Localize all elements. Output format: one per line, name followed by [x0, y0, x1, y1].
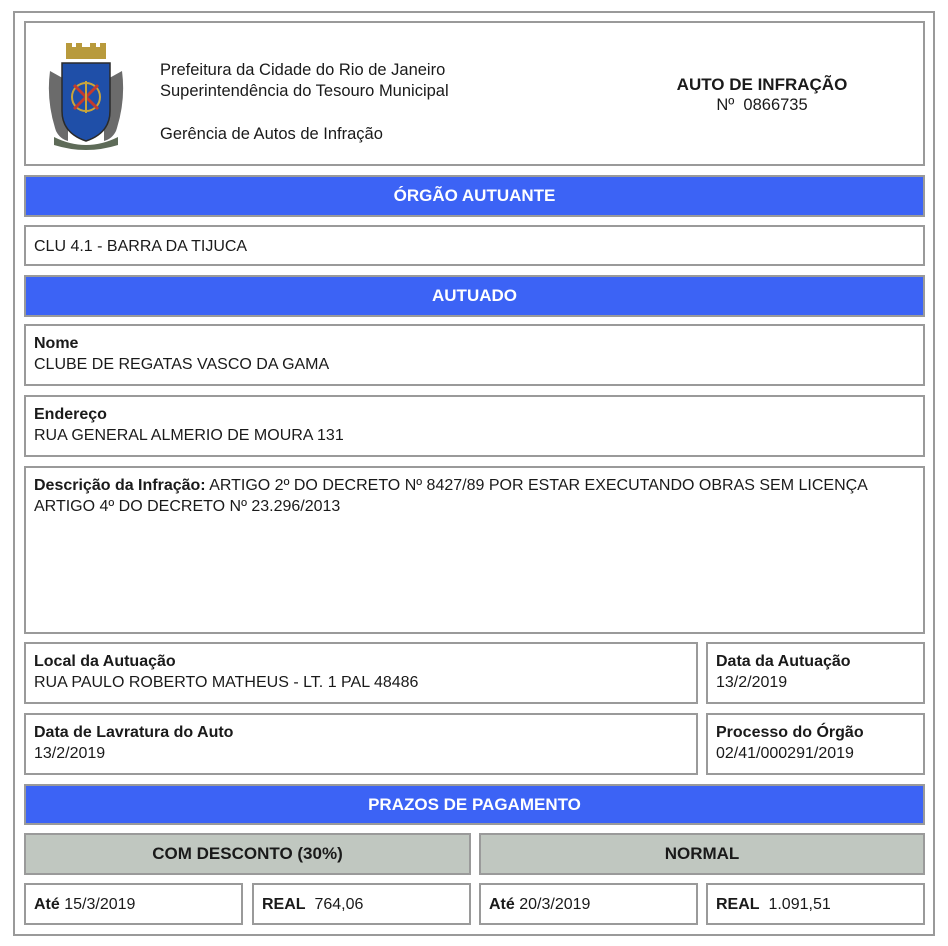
normal-ate-label: Até — [489, 896, 515, 913]
orgao-heading: ÓRGÃO AUTUANTE — [24, 175, 925, 217]
desconto-date: 15/3/2019 — [59, 896, 136, 913]
descricao-label: Descrição da Infração: — [34, 477, 206, 494]
data-autuacao-label: Data da Autuação — [716, 653, 851, 670]
coat-of-arms-icon — [46, 41, 126, 151]
lavratura-label: Data de Lavratura do Auto — [34, 724, 234, 741]
processo-box — [706, 713, 925, 775]
local-value: RUA PAULO ROBERTO MATHEUS - LT. 1 PAL 48486 — [34, 674, 419, 691]
desconto-value-box — [252, 883, 471, 925]
header-line-2: Superintendência do Tesouro Municipal — [160, 82, 449, 100]
header-line-1: Prefeitura da Cidade do Rio de Janeiro — [160, 61, 446, 79]
normal-heading: NORMAL — [479, 833, 925, 875]
normal-date: 20/3/2019 — [514, 896, 591, 913]
desconto-heading: COM DESCONTO (30%) — [24, 833, 471, 875]
prazos-heading: PRAZOS DE PAGAMENTO — [24, 784, 925, 825]
endereco-box — [24, 395, 925, 457]
nome-box — [24, 324, 925, 386]
normal-value: 1.091,51 — [759, 896, 831, 913]
auto-title: AUTO DE INFRAÇÃO — [676, 75, 848, 94]
normal-value-box — [706, 883, 925, 925]
lavratura-box — [24, 713, 698, 775]
nome-value: CLUBE DE REGATAS VASCO DA GAMA — [34, 356, 330, 373]
orgao-value: CLU 4.1 - BARRA DA TIJUCA — [24, 225, 925, 266]
descricao-box — [24, 466, 925, 634]
normal-date-box — [479, 883, 698, 925]
normal-real-label: REAL — [716, 896, 760, 913]
data-autuacao-value: 13/2/2019 — [716, 674, 788, 691]
desconto-value: 764,06 — [305, 896, 364, 913]
data-autuacao-box — [706, 642, 925, 704]
autuado-heading: AUTUADO — [24, 275, 925, 317]
local-label: Local da Autuação — [34, 653, 176, 670]
processo-value: 02/41/000291/2019 — [716, 745, 854, 762]
desconto-real-label: REAL — [262, 896, 306, 913]
header-box — [24, 21, 925, 166]
lavratura-value: 13/2/2019 — [34, 745, 106, 762]
local-box — [24, 642, 698, 704]
descricao-value: ARTIGO 2º DO DECRETO Nº 8427/89 POR ESTAR EXECUTANDO OBRAS SEM LICENÇA ARTIGO 4º DO DECRETO Nº 23.296/2013 — [34, 477, 867, 515]
endereco-label: Endereço — [34, 406, 107, 423]
header-line-3: Gerência de Autos de Infração — [160, 125, 383, 143]
auto-number: Nº 0866735 — [716, 96, 808, 114]
processo-label: Processo do Órgão — [716, 724, 864, 741]
endereco-value: RUA GENERAL ALMERIO DE MOURA 131 — [34, 427, 344, 444]
nome-label: Nome — [34, 335, 79, 352]
desconto-date-box — [24, 883, 243, 925]
desconto-ate-label: Até — [34, 896, 60, 913]
